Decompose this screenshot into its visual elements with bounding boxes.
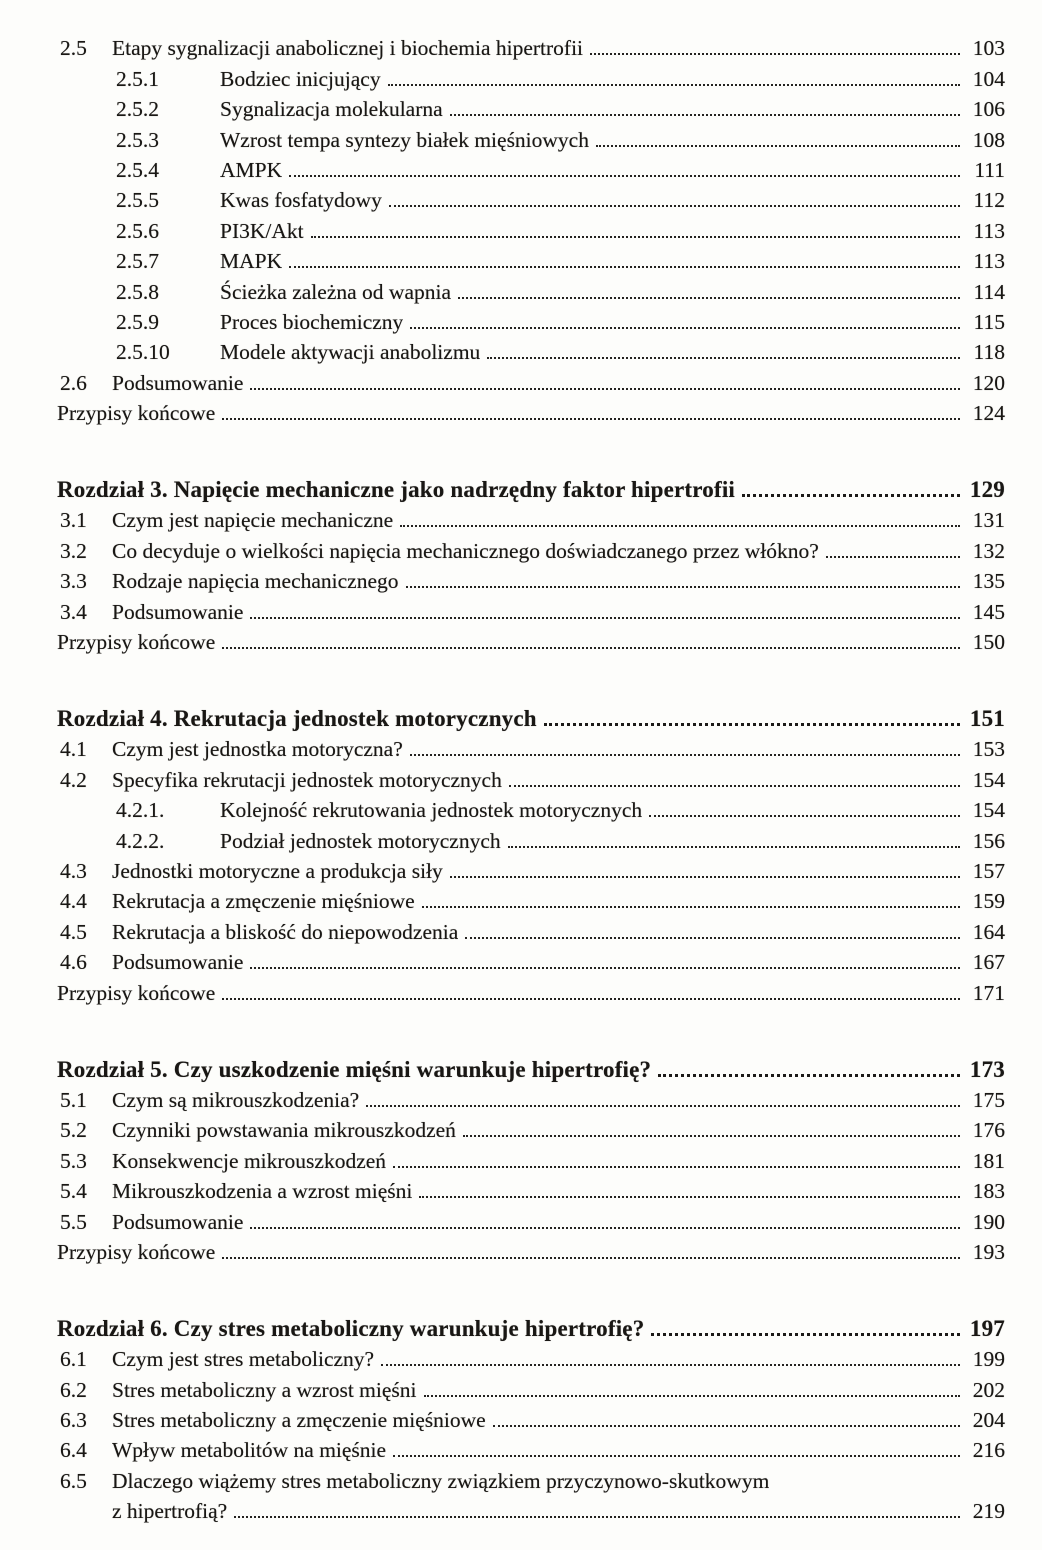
dot-leader [487,357,960,359]
toc-entry-row [0,564,1005,594]
chapter-heading-row [0,700,1005,732]
toc-entry-label: Mikrouszkodzenia a wzrost mięśni [112,1179,413,1204]
toc-entry-number: 4.2.2. [116,828,165,853]
toc-section [0,1051,1005,1265]
dot-leader [289,266,960,268]
toc-entry-row [0,183,1005,213]
toc-entry-number: 4.3 [60,858,87,883]
toc-entry-row [0,1143,1005,1173]
toc-entry-number: 2.5.8 [116,279,159,304]
toc-entry-label: Czynniki powstawania mikrouszkodzeń [112,1118,456,1143]
toc-page-number: 115 [973,309,1005,334]
toc-entry-label: Rodzaje napięcia mechanicznego [112,569,399,594]
toc-entry-label: Ścieżka zależna od wapnia [220,279,451,304]
toc-entry-label: Specyfika rekrutacji jednostek motorycznych [112,767,502,792]
dot-leader [590,53,960,55]
dot-leader [366,1105,960,1107]
toc-entry-label: Czym jest jednostka motoryczna? [112,737,403,762]
toc-section [0,700,1005,1006]
toc-page-number: 175 [972,1087,1005,1112]
dot-leader [508,846,960,848]
dot-leader [424,1395,960,1397]
dot-leader [509,785,960,787]
toc-entry-label: Kwas fosfatydowy [220,188,382,213]
toc-entry-number: 3.1 [60,508,87,533]
chapter-page-number: 173 [969,1056,1005,1082]
toc-page-number: 106 [972,97,1005,122]
toc-page-number: 114 [973,279,1005,304]
chapter-page-number: 151 [969,706,1005,732]
toc-entry-label: Bodziec inicjujący [220,66,381,91]
dot-leader [381,1364,960,1366]
toc-entry-row [0,305,1005,335]
dot-leader [222,647,960,649]
dot-leader [388,84,960,86]
toc-page-number: 113 [973,218,1005,243]
dot-leader [422,906,960,908]
toc-page-number: 171 [972,980,1005,1005]
toc-entry-label: Co decyduje o wielkości napięcia mechanicznego doświadczanego przez włókno? [112,538,819,563]
toc-entry-number: 2.5.9 [116,309,159,334]
dot-leader [222,998,960,1000]
toc-page-number: 131 [972,508,1005,533]
toc-entry-row [0,92,1005,122]
toc-entry-number: 2.5.5 [116,188,159,213]
toc-entry-number: 4.2.1. [116,798,165,823]
dot-leader [419,1196,960,1198]
toc-entry-number: 5.5 [60,1209,87,1234]
toc-entry-number: 2.5.2 [116,97,159,122]
dot-leader [234,1516,960,1518]
toc-entry-row [0,1083,1005,1113]
toc-entry-row [0,823,1005,853]
toc-page-number: 111 [974,157,1005,182]
toc-page-number: 124 [972,401,1005,426]
dot-leader [250,617,960,619]
toc-entry-number: 3.3 [60,569,87,594]
toc-entry-row [0,854,1005,884]
dot-leader [465,937,960,939]
toc-page-number: 154 [972,798,1005,823]
toc-entry-row [0,1463,1005,1493]
toc-page-number: 219 [972,1499,1005,1524]
toc-entry-label: Kolejność rekrutowania jednostek motorycznych [220,798,643,823]
toc-entry-label: Proces biochemiczny [220,309,404,334]
chapter-heading-row [0,471,1005,503]
toc-page-number: 153 [972,737,1005,762]
toc-page-number: 113 [973,249,1005,274]
toc-entry-label: Rekrutacja a bliskość do niepowodzenia [112,919,459,944]
toc-page-number: 132 [972,538,1005,563]
toc-page-number: 118 [973,340,1005,365]
toc-entry-label: Sygnalizacja molekularna [220,97,443,122]
toc-page-number: 108 [972,127,1005,152]
chapter-title: Rozdział 5. Czy uszkodzenie mięśni warunkuje hipertrofię? [57,1056,652,1082]
toc-entry-label: PI3K/Akt [220,218,304,243]
toc-page-number: 145 [972,599,1005,624]
toc-entry-number: 5.4 [60,1179,87,1204]
dot-leader [826,556,960,558]
toc-entry-number: 6.5 [60,1468,87,1493]
dot-leader [649,815,960,817]
toc-entry-number: 3.4 [60,599,87,624]
toc-page-number: 104 [972,66,1005,91]
toc-entry-row [0,1433,1005,1463]
toc-entry-number: 5.3 [60,1148,87,1173]
toc-entry-label: Przypisy końcowe [57,980,216,1005]
toc-entry-label: z hipertrofią? [112,1499,228,1524]
toc-entry-label: MAPK [220,249,283,274]
toc-entry-number: 6.2 [60,1377,87,1402]
toc-page-number: 216 [972,1438,1005,1463]
toc-page-number: 112 [973,188,1005,213]
dot-leader [222,418,960,420]
toc-entry-label: Dlaczego wiążemy stres metaboliczny związkiem przyczynowo-skutkowym [112,1468,770,1493]
toc-page-number: 176 [972,1118,1005,1143]
chapter-heading-row [0,1051,1005,1083]
dot-leader [742,494,960,497]
toc-page-number: 103 [972,36,1005,61]
dot-leader [596,145,960,147]
dot-leader [393,1166,960,1168]
toc-entry-row [0,1372,1005,1402]
dot-leader [410,327,960,329]
toc-page-number: 202 [972,1377,1005,1402]
toc-entry-row [0,1342,1005,1372]
dot-leader [311,236,960,238]
toc-page-number: 193 [972,1239,1005,1264]
dot-leader [289,175,960,177]
toc-entry-label: Stres metaboliczny a wzrost mięśni [112,1377,417,1402]
toc-entry-label: Podział jednostek motorycznych [220,828,501,853]
toc-entry-label: Etapy sygnalizacji anabolicznej i biochemia hipertrofii [112,36,584,61]
dot-leader [222,1257,960,1259]
toc-entry-label: AMPK [220,157,283,182]
chapter-heading-row [0,1310,1005,1342]
toc-entry-row [0,31,1005,61]
toc-entry-label: Wpływ metabolitów na mięśnie [112,1438,387,1463]
toc-page-number: 199 [972,1347,1005,1372]
toc-entry-row [0,1235,1005,1265]
toc-entry-row [0,503,1005,533]
dot-leader [250,1227,960,1229]
toc-entry-number: 2.6 [60,370,87,395]
toc-entry-row [0,945,1005,975]
toc-entry-number: 2.5.7 [116,249,159,274]
toc-entry-number: 2.5 [60,36,87,61]
toc-entry-number: 5.2 [60,1118,87,1143]
toc-entry-row [0,732,1005,762]
toc-page-number: 164 [972,919,1005,944]
toc-entry-number: 2.5.1 [116,66,159,91]
dot-leader [544,723,960,726]
toc-page-number: 157 [972,858,1005,883]
chapter-page-number: 197 [969,1315,1005,1341]
dot-leader [658,1074,960,1077]
toc-entry-row [0,884,1005,914]
toc-section [0,31,1005,426]
toc-entry-row [0,594,1005,624]
chapter-title: Rozdział 3. Napięcie mechaniczne jako nadrzędny faktor hipertrofii [57,477,735,503]
toc-entry-number: 2.5.10 [116,340,170,365]
toc-entry-row [0,1113,1005,1143]
toc-entry-label: Stres metaboliczny a zmęczenie mięśniowe [112,1408,486,1433]
toc-entry-number: 6.1 [60,1347,87,1372]
dot-leader [463,1135,960,1137]
toc-entry-row [0,153,1005,183]
dot-leader [450,876,960,878]
toc-entry-number: 5.1 [60,1087,87,1112]
toc-entry-label: Modele aktywacji anabolizmu [220,340,481,365]
dot-leader [450,114,960,116]
toc-entry-row [0,335,1005,365]
toc-entry-row [0,914,1005,944]
toc-entry-row [0,61,1005,91]
toc-entry-label: Przypisy końcowe [57,1239,216,1264]
dot-leader [400,525,960,527]
toc-entry-row [0,533,1005,563]
toc-entry-row [0,975,1005,1005]
dot-leader [410,754,960,756]
dot-leader [458,297,960,299]
toc-page-number: 167 [972,950,1005,975]
toc-page-number: 156 [972,828,1005,853]
toc-entry-row [0,793,1005,823]
chapter-page-number: 129 [969,477,1005,503]
toc-page-number: 181 [972,1148,1005,1173]
toc-page-number: 120 [972,370,1005,395]
toc-section [0,1310,1005,1524]
toc-entry-label: Jednostki motoryczne a produkcja siły [112,858,443,883]
toc-entry-number: 4.2 [60,767,87,792]
toc-entry-row [0,625,1005,655]
chapter-title: Rozdział 6. Czy stres metaboliczny warunkuje hipertrofię? [57,1315,645,1341]
toc-section [0,471,1005,655]
toc-entry-label: Czym jest stres metaboliczny? [112,1347,375,1372]
dot-leader [406,586,960,588]
toc-page-number: 159 [972,889,1005,914]
toc-entry-number: 6.4 [60,1438,87,1463]
dot-leader [389,205,960,207]
chapter-title: Rozdział 4. Rekrutacja jednostek motorycznych [57,706,537,732]
toc-entry-number: 4.4 [60,889,87,914]
toc-entry-row [0,396,1005,426]
toc-entry-number: 6.3 [60,1408,87,1433]
toc-entry-row [0,1403,1005,1433]
toc-entry-row-continuation [0,1494,1005,1524]
dot-leader [250,967,960,969]
toc-page-number: 135 [972,569,1005,594]
toc-entry-label: Czym są mikrouszkodzenia? [112,1087,360,1112]
dot-leader [393,1455,960,1457]
toc-entry-label: Czym jest napięcie mechaniczne [112,508,394,533]
toc-page-number: 190 [972,1209,1005,1234]
toc-entry-label: Przypisy końcowe [57,630,216,655]
toc-entry-row [0,244,1005,274]
toc-entry-label: Podsumowanie [112,950,244,975]
toc-entry-row [0,274,1005,304]
toc-entry-number: 4.5 [60,919,87,944]
toc-entry-label: Podsumowanie [112,599,244,624]
toc-entry-row [0,122,1005,152]
toc-page-number: 183 [972,1179,1005,1204]
toc-entry-row [0,1204,1005,1234]
toc-entry-number: 4.6 [60,950,87,975]
toc-entry-label: Podsumowanie [112,370,244,395]
toc-entry-number: 4.1 [60,737,87,762]
toc-entry-label: Podsumowanie [112,1209,244,1234]
dot-leader [250,388,960,390]
toc-entry-row [0,213,1005,243]
toc-entry-row [0,762,1005,792]
toc-page-number: 150 [972,630,1005,655]
toc-entry-number: 2.5.6 [116,218,159,243]
toc-entry-label: Rekrutacja a zmęczenie mięśniowe [112,889,415,914]
dot-leader [493,1425,960,1427]
toc-entry-label: Przypisy końcowe [57,401,216,426]
toc-entry-row [0,365,1005,395]
dot-leader [651,1333,960,1336]
toc-page-number: 204 [972,1408,1005,1433]
toc-page-number: 154 [972,767,1005,792]
toc-entry-number: 2.5.3 [116,127,159,152]
toc-entry-label: Wzrost tempa syntezy białek mięśniowych [220,127,589,152]
toc-entry-number: 3.2 [60,538,87,563]
toc-entry-number: 2.5.4 [116,157,159,182]
toc-entry-row [0,1174,1005,1204]
toc-entry-label: Konsekwencje mikrouszkodzeń [112,1148,387,1173]
